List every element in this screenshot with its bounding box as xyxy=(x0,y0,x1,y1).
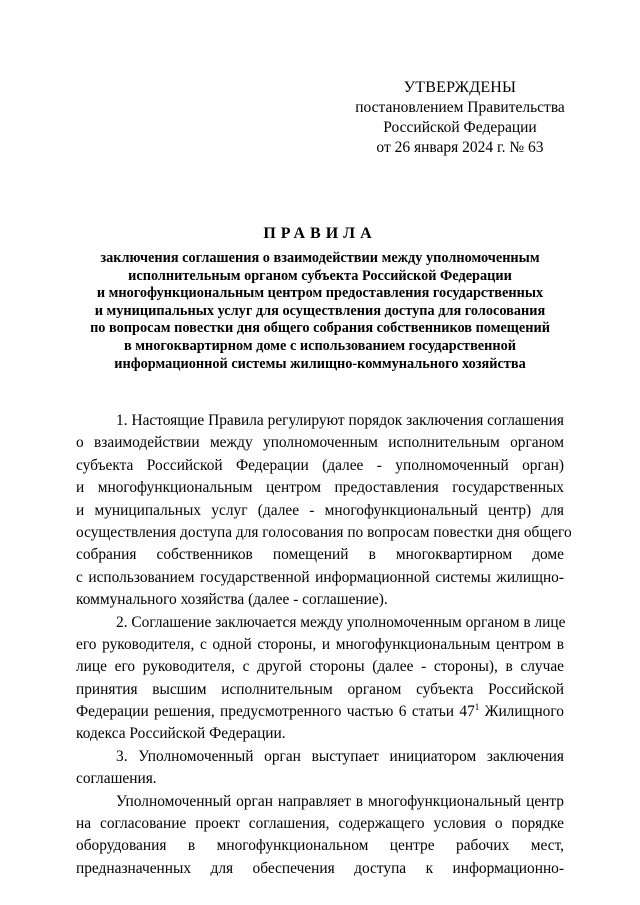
body-line: оборудования в многофункциональном центре рабочих мест, xyxy=(76,837,564,855)
body-line-with-superscript xyxy=(76,701,564,723)
article-superscript: 1 xyxy=(474,701,480,712)
body-line: кодекса Российской Федерации. xyxy=(76,725,286,743)
subtitle-line: информационной системы жилищно-коммунального хозяйства xyxy=(114,355,526,372)
approval-line-1: постановлением Правительства xyxy=(355,99,565,116)
subtitle-line: и многофункциональным центром предоставления государственных xyxy=(96,285,544,302)
body-line: предназначенных для обеспечения доступа к информационно- xyxy=(76,859,564,877)
approval-stamp xyxy=(340,78,580,158)
approval-line-2: Российской Федерации xyxy=(383,119,537,136)
body-line: на согласование проект соглашения, содержащего условия о порядке xyxy=(76,815,564,833)
body-line-text: Жилищного xyxy=(479,703,564,721)
body-line: с использованием государственной информационной системы жилищно- xyxy=(76,568,564,586)
paragraph-2 xyxy=(76,612,564,746)
body-line: 2. Соглашение заключается между уполномоченным органом в лице xyxy=(116,613,566,631)
body-line: и муниципальных услуг (далее - многофункциональный центр) для xyxy=(76,501,564,519)
subtitle-line: исполнительным органом субъекта Российской Федерации xyxy=(128,267,512,284)
approved-heading: УТВЕРЖДЕНЫ xyxy=(403,79,517,96)
body-line: лице его руководителя, с другой стороны (далее - стороны), в случае xyxy=(76,658,564,676)
paragraph-4 xyxy=(76,791,564,881)
body-line: о взаимодействии между уполномоченным исполнительным органом xyxy=(76,434,564,452)
body-line: собрания собственников помещений в многоквартирном доме xyxy=(76,546,564,564)
body-line: осуществления доступа для голосования по вопросам повестки дня общего xyxy=(76,523,572,541)
body-line: его руководителя, с одной стороны, и многофункциональным центром в xyxy=(76,635,564,653)
body-line: соглашения. xyxy=(76,770,157,788)
subtitle-line: и муниципальных услуг для осуществления доступа для голосования xyxy=(94,302,546,319)
body-line: принятия высшим исполнительным органом субъекта Российской xyxy=(76,680,564,698)
body-line: коммунального хозяйства (далее - соглашение). xyxy=(76,591,388,609)
paragraph-1 xyxy=(76,410,572,612)
document-title: ПРАВИЛА xyxy=(263,225,377,242)
approval-line-3: от 26 января 2024 г. № 63 xyxy=(376,139,544,156)
body-line: субъекта Российской Федерации (далее - уполномоченный орган) xyxy=(76,456,564,474)
document-body xyxy=(76,410,572,880)
body-line: и многофункциональным центром предоставления государственных xyxy=(76,479,564,497)
subtitle-line: заключения соглашения о взаимодействии между уполномоченным xyxy=(100,250,540,266)
body-line: 3. Уполномоченный орган выступает инициатором заключения xyxy=(116,747,564,765)
body-line: 1. Настоящие Правила регулируют порядок заключения соглашения xyxy=(116,412,564,429)
paragraph-3 xyxy=(76,746,564,791)
subtitle-line: в многоквартирном доме с использованием государственной xyxy=(123,337,517,354)
subtitle-line: по вопросам повестки дня общего собрания собственников помещений xyxy=(90,320,550,337)
document-subtitle xyxy=(60,250,580,373)
body-line-text: Федерации решения, предусмотренного частью 6 статьи 47 xyxy=(76,703,475,721)
body-line: Уполномоченный орган направляет в многофункциональный центр xyxy=(116,792,564,810)
